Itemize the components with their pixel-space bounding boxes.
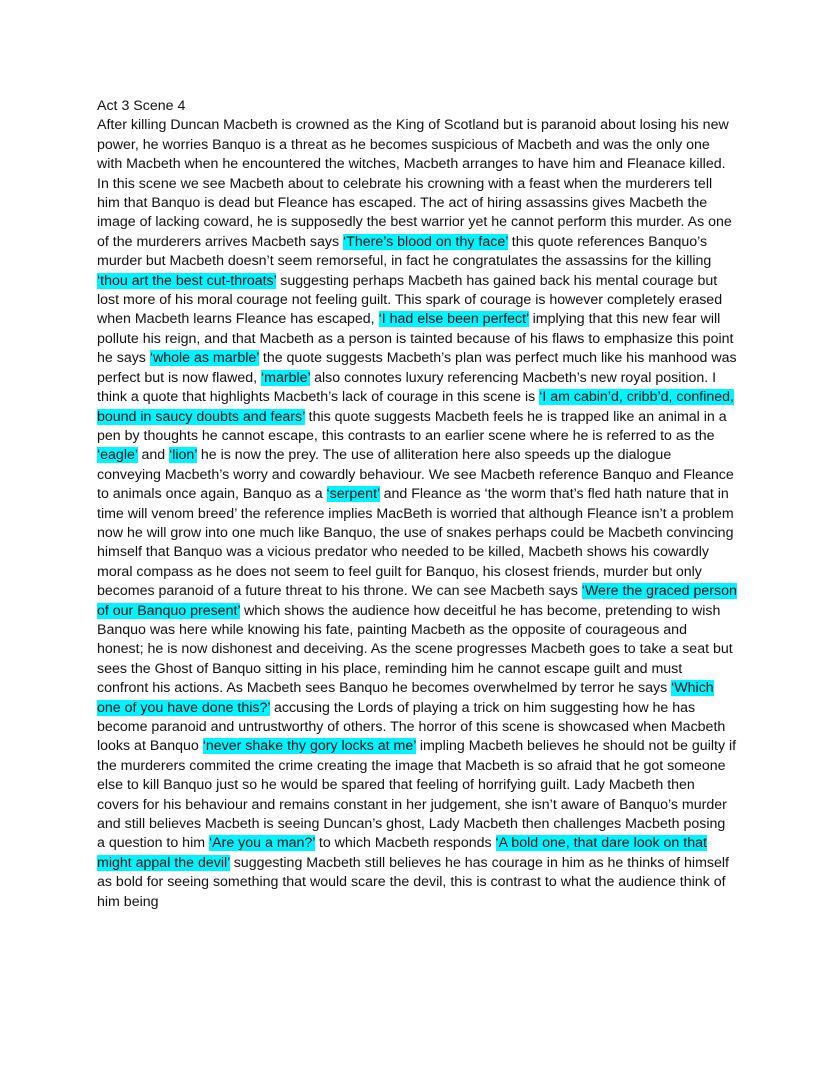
body-text-segment: which shows the audience how deceitful he has become, pretending to wish Banquo was here while knowing his fate, painting Macbeth as the opposite of courageous and honest; he is now dishonest and deceiving. As the scene progresses Macbeth goes to take a seat but sees the Ghost of Banquo sitting in his place, reminding him he cannot escape guilt and must confront his actions. As Macbeth sees Banquo he becomes overwhelmed by terror he says bbox=[97, 602, 733, 697]
essay-paragraph bbox=[97, 116, 737, 912]
body-text-segment: impling Macbeth believes he should not be guilty if the murderers commited the crime creating the image that Macbeth is so afraid that he got someone else to kill Banquo just so he would be spared that feeling of horrifying guilt. Lady Macbeth then covers for his behaviour and remains constant in her judgement, she isn’t aware of Banquo’s murder and still believes Macbeth is seeing Duncan’s ghost, Lady Macbeth then challenges Macbeth posing a question to him bbox=[97, 738, 737, 852]
highlighted-quote: ‘Are you a man?’ bbox=[209, 835, 315, 852]
highlighted-quote: ‘A bold one, that dare look on that might appal the devil’ bbox=[97, 835, 707, 871]
highlighted-quote: ‘whole as marble’ bbox=[149, 350, 259, 367]
body-text-segment: also connotes luxury referencing Macbeth’s new royal position. I think a quote that highlights Macbeth’s lack of courage in this scene is bbox=[97, 369, 717, 406]
body-text-segment: this quote suggests Macbeth feels he is trapped like an animal in a pen by thoughts he cannot escape, this contrasts to an earlier scene where he is referred to as the bbox=[97, 408, 727, 444]
body-text-segment: and bbox=[137, 447, 170, 464]
body-text-segment: to which Macbeth responds bbox=[314, 835, 496, 852]
highlighted-quote: ‘marble’ bbox=[261, 369, 311, 386]
body-text-segment: he is now the prey. The use of alliteration here also speeds up the dialogue conveying Macbeth’s worry and cowardly behaviour. We see Macbeth reference Banquo and Fleance to animals once again, Banquo as a bbox=[97, 447, 734, 503]
highlighted-quote: ‘Were the graced person of our Banquo present’ bbox=[97, 583, 737, 619]
highlighted-quote: ‘There’s blood on thy face’ bbox=[343, 233, 508, 250]
highlighted-quote: ‘never shake thy gory locks at me’ bbox=[202, 738, 416, 755]
body-text-segment: suggesting perhaps Macbeth has gained back his mental courage but lost more of his moral courage not feeling guilt. This spark of courage is however completely erased when Macbeth learns Fleance has escaped, bbox=[97, 272, 723, 328]
highlighted-quote: ‘lion’ bbox=[169, 447, 197, 464]
body-text-segment: the quote suggests Macbeth’s plan was perfect much like his manhood was perfect but is now flawed, bbox=[97, 350, 737, 386]
highlighted-quote: ‘thou art the best cut-throats’ bbox=[97, 272, 277, 289]
highlighted-quote: ‘Which one of you have done this?’ bbox=[97, 680, 714, 716]
body-text-segment: this quote references Banquo’s murder but Macbeth doesn’t seem remorseful, in fact he congratulates the assassins for the killing bbox=[97, 233, 712, 270]
body-text-segment: accusing the Lords of playing a trick on him suggesting how he has become paranoid and untrustworthy of others. The horror of this scene is showcased when Macbeth looks at Banquo bbox=[97, 699, 726, 755]
highlighted-quote: ‘I am cabin’d, cribb’d, confined, bound in saucy doubts and fears’ bbox=[97, 389, 734, 425]
body-text-segment: and Fleance as ‘the worm that’s fled hath nature that in time will venom breed’ the reference implies MacBeth is worried that although Fleance isn’t a problem now he will grow into one much like Banquo, the use of snakes perhaps could be Macbeth convincing himself that Banquo was a vicious predator who needed to be killed, Macbeth shows his cowardly moral compass as he does not seem to feel guilt for Banquo, his closest friends, murder but only becomes paranoid of a future threat to his throne. We can see Macbeth says bbox=[97, 486, 734, 600]
highlighted-quote: ‘I had else been perfect’ bbox=[378, 311, 529, 328]
document-page bbox=[97, 97, 737, 912]
highlighted-quote: ‘eagle’ bbox=[97, 447, 138, 464]
highlighted-quote: ‘serpent’ bbox=[326, 486, 380, 503]
body-text-segment: implying that this new fear will pollute his reign, and that Macbeth as a person is tainted because of his flaws to emphasize this point he says bbox=[97, 311, 734, 367]
body-text-segment: After killing Duncan Macbeth is crowned as the King of Scotland but is paranoid about losing his new power, he worries Banquo is a threat as he becomes suspicious of Macbeth and was the only one with Macbeth when he encountered the witches, Macbeth arranges to have him and Fleanace killed. In this scene we see Macbeth about to celebrate his crowning with a feast when the murderers tell him that Banquo is dead but Fleance has escaped. The act of hiring assassins gives Macbeth the image of lacking coward, he is supposedly the best warrior yet he cannot perform this murder. As one of the murderers arrives Macbeth says bbox=[97, 117, 732, 250]
body-text-segment: suggesting Macbeth still believes he has courage in him as he thinks of himself as bold for seeing something that would scare the devil, this is contrast to what the audience think of him being bbox=[97, 854, 729, 910]
document-heading: Act 3 Scene 4 bbox=[97, 98, 186, 114]
